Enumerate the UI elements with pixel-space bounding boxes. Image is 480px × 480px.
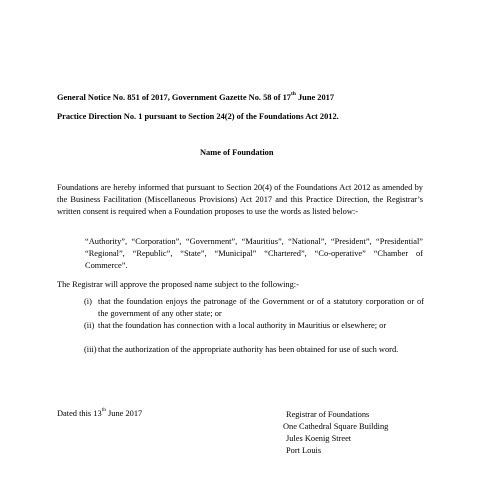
section-title: Name of Foundation — [200, 148, 274, 157]
signatory-address-line: Jules Koenig Street — [286, 434, 352, 443]
condition-number: (ii) — [84, 321, 95, 330]
gazette-notice-text: General Notice No. 851 of 2017, Government Gazette No. 58 of 17 — [57, 93, 291, 102]
condition-item — [84, 320, 424, 344]
dated-text: Dated this 13 — [57, 409, 102, 418]
gazette-notice-date: June 2017 — [295, 93, 335, 102]
condition-item — [84, 344, 424, 368]
restricted-words-list: “Authority”, “Corporation”, “Government”, “Mauritius”, “National”, “President”, “Presidential” “Regional”, “Republic”, “State”, “Municipal” “Chartered”, “Co-operative” “Chamber of Commerce”. — [85, 237, 423, 270]
gazette-notice-superscript: th — [290, 91, 296, 98]
dated-month-year: June 2017 — [105, 409, 143, 418]
signatory-address-line: One Cathedral Square Building — [283, 422, 389, 431]
gazette-notice-heading — [57, 92, 334, 103]
condition-number: (iii) — [84, 345, 97, 354]
practice-direction-heading: Practice Direction No. 1 pursuant to Section 24(2) of the Foundations Act 2012. — [57, 112, 339, 121]
condition-text: that the foundation enjoys the patronage of the Government or of a statutory corporation or of the government of any other state; or — [98, 297, 424, 318]
signatory-title: Registrar of Foundations — [286, 410, 370, 419]
condition-item — [84, 296, 424, 320]
condition-text: that the foundation has connection with a local authority in Mauritius or elsewhere; or — [98, 321, 387, 330]
dated-line — [57, 408, 142, 419]
dated-superscript: th — [101, 407, 106, 414]
intro-paragraph: Foundations are hereby informed that pursuant to Section 20(4) of the Foundations Act 2012 as amended by the Business Facilitation (Miscellaneous Provisions) Act 2017 and this Practice Direction, the Registrar’s written consent is required when a Foundation proposes to use the words as listed below:- — [57, 183, 423, 216]
signatory-address-line: Port Louis — [286, 446, 322, 455]
condition-number: (i) — [84, 297, 92, 306]
condition-text: that the authorization of the appropriate authority has been obtained for use of such word. — [98, 345, 399, 354]
approval-intro: The Registrar will approve the proposed name subject to the following:- — [57, 280, 299, 289]
